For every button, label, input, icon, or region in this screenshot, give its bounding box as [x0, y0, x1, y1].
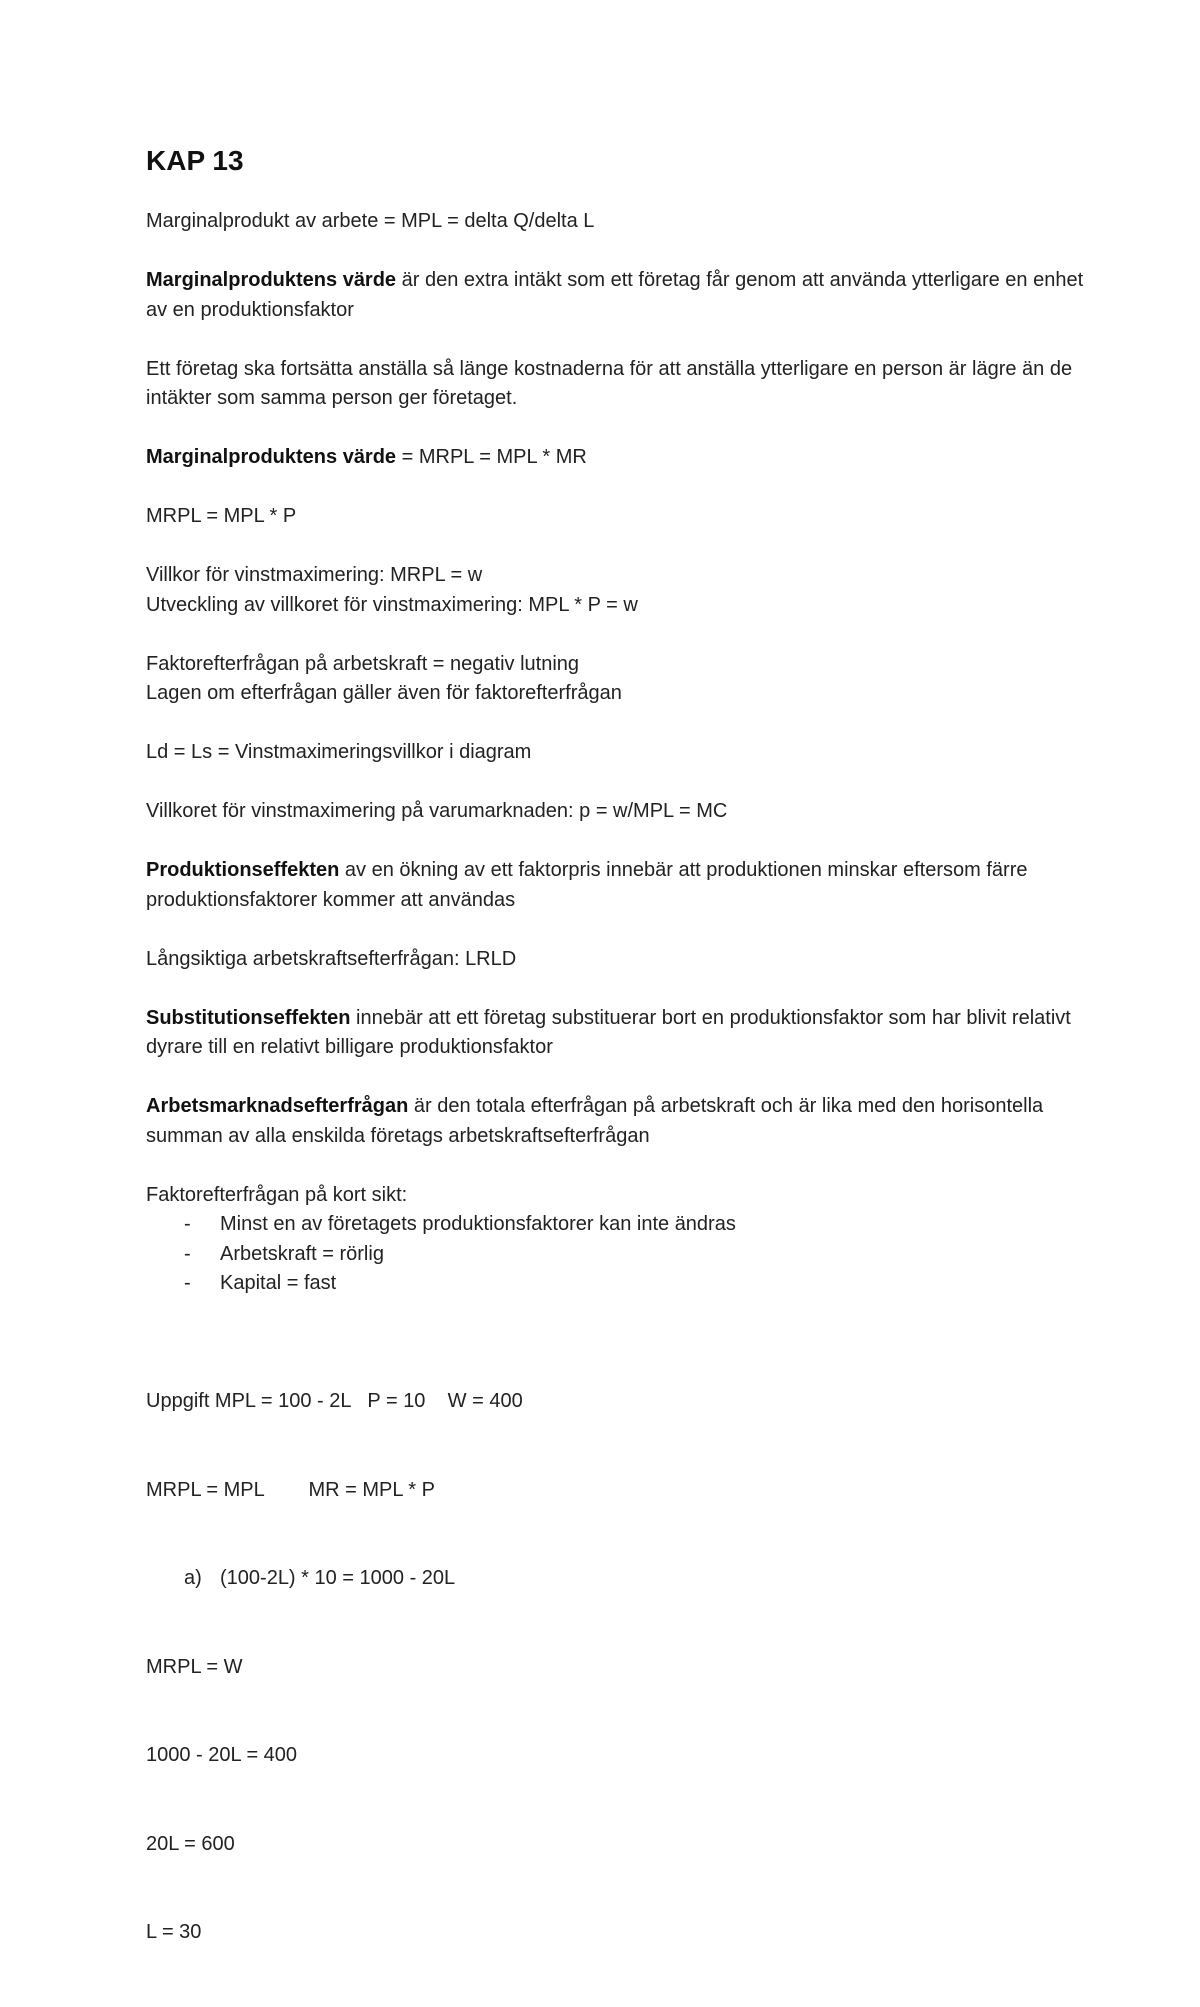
list-item-text: Arbetskraft = rörlig [220, 1242, 384, 1265]
task-solve-line: 20L = 600 [146, 1832, 235, 1855]
task-mrpl-line: MRPL = MPL MR = MPL * P [146, 1478, 435, 1501]
task-mrpl-w-line: MRPL = W [146, 1655, 243, 1678]
dash-bullet: - [184, 1213, 191, 1235]
short-run-section [146, 1181, 1096, 1299]
term-production-effect: Produktionseffekten [146, 859, 340, 881]
task-equation-line: 1000 - 20L = 400 [146, 1744, 298, 1766]
list-item [146, 1269, 1096, 1299]
definition-labor-market-demand: är den totala efterfrågan på arbetskraft och är lika med den horisontella summan av alla enskilda företags arbetskraftsefterfrågan [146, 1095, 1044, 1147]
profit-condition-line: Villkor för vinstmaximering: MRPL = w [146, 564, 483, 586]
paragraph-factor-demand [146, 650, 1096, 709]
formula-mrpl: = MRPL = MPL * MR [396, 446, 587, 468]
paragraph-goods-market-condition: Villkoret för vinstmaximering på varumarknaden: p = w/MPL = MC [146, 800, 728, 822]
term-substitution-effect: Substitutionseffekten [146, 1006, 351, 1029]
paragraph-labor-market-demand [146, 1092, 1096, 1151]
definition-marginal-value: är den extra intäkt som ett företag får genom att använda ytterligare en enhet av en produktionsfaktor [146, 269, 1084, 321]
short-run-intro: Faktorefterfrågan på kort sikt: [146, 1183, 408, 1206]
paragraph-hiring-rule: Ett företag ska fortsätta anställa så länge kostnaderna för att anställa ytterligare en person är lägre än de intäkter som samma person ger företaget. [146, 357, 1073, 409]
paragraph-mrpl-formula [146, 443, 1096, 473]
term-labor-market-demand: Arbetsmarknadsefterfrågan [146, 1095, 409, 1117]
step-a-marker: a) [184, 1567, 202, 1589]
definition-production-effect: av en ökning av ett faktorpris innebär att produktionen minskar eftersom färre produktionsfaktorer kommer att användas [146, 859, 1028, 911]
short-run-list [146, 1210, 1096, 1299]
paragraph-lrld: Långsiktiga arbetskraftsefterfrågan: LRLD [146, 947, 517, 970]
list-item-text: Minst en av företagets produktionsfaktorer kan inte ändras [220, 1213, 736, 1235]
paragraph-substitution-effect [146, 1004, 1096, 1063]
task-section [146, 1328, 1096, 2007]
paragraph-mrpl-price: MRPL = MPL * P [146, 505, 297, 527]
task-answer-line: L = 30 [146, 1921, 202, 1943]
task-step-a [146, 1564, 1096, 1594]
list-item [146, 1240, 1096, 1270]
paragraph-marginal-value [146, 266, 1096, 325]
dash-bullet: - [184, 1242, 191, 1265]
dash-bullet: - [184, 1272, 191, 1294]
term-marginal-value-formula: Marginalproduktens värde [146, 446, 397, 468]
factor-demand-slope-line: Faktorefterfrågan på arbetskraft = negativ lutning [146, 652, 580, 675]
paragraph-profit-conditions [146, 561, 1096, 620]
profit-condition-expanded-line: Utveckling av villkoret för vinstmaximering: MPL * P = w [146, 593, 638, 616]
paragraph-mpl-definition: Marginalprodukt av arbete = MPL = delta Q/delta L [146, 210, 595, 232]
list-item-text: Kapital = fast [220, 1272, 337, 1294]
term-marginal-value: Marginalproduktens värde [146, 269, 397, 291]
paragraph-production-effect [146, 856, 1096, 915]
document-content [146, 143, 1096, 2007]
task-given-line: Uppgift MPL = 100 - 2L P = 10 W = 400 [146, 1390, 523, 1412]
definition-substitution-effect: innebär att ett företag substituerar bort en produktionsfaktor som har blivit relativt dyrare till en relativt billigare produktionsfaktor [146, 1006, 1071, 1058]
step-a-text: (100-2L) * 10 = 1000 - 20L [220, 1567, 456, 1589]
paragraph-ld-ls: Ld = Ls = Vinstmaximeringsvillkor i diagram [146, 741, 532, 763]
law-of-demand-line: Lagen om efterfrågan gäller även för faktorefterfrågan [146, 682, 622, 704]
list-item [146, 1210, 1096, 1240]
page-title: KAP 13 [146, 145, 244, 176]
